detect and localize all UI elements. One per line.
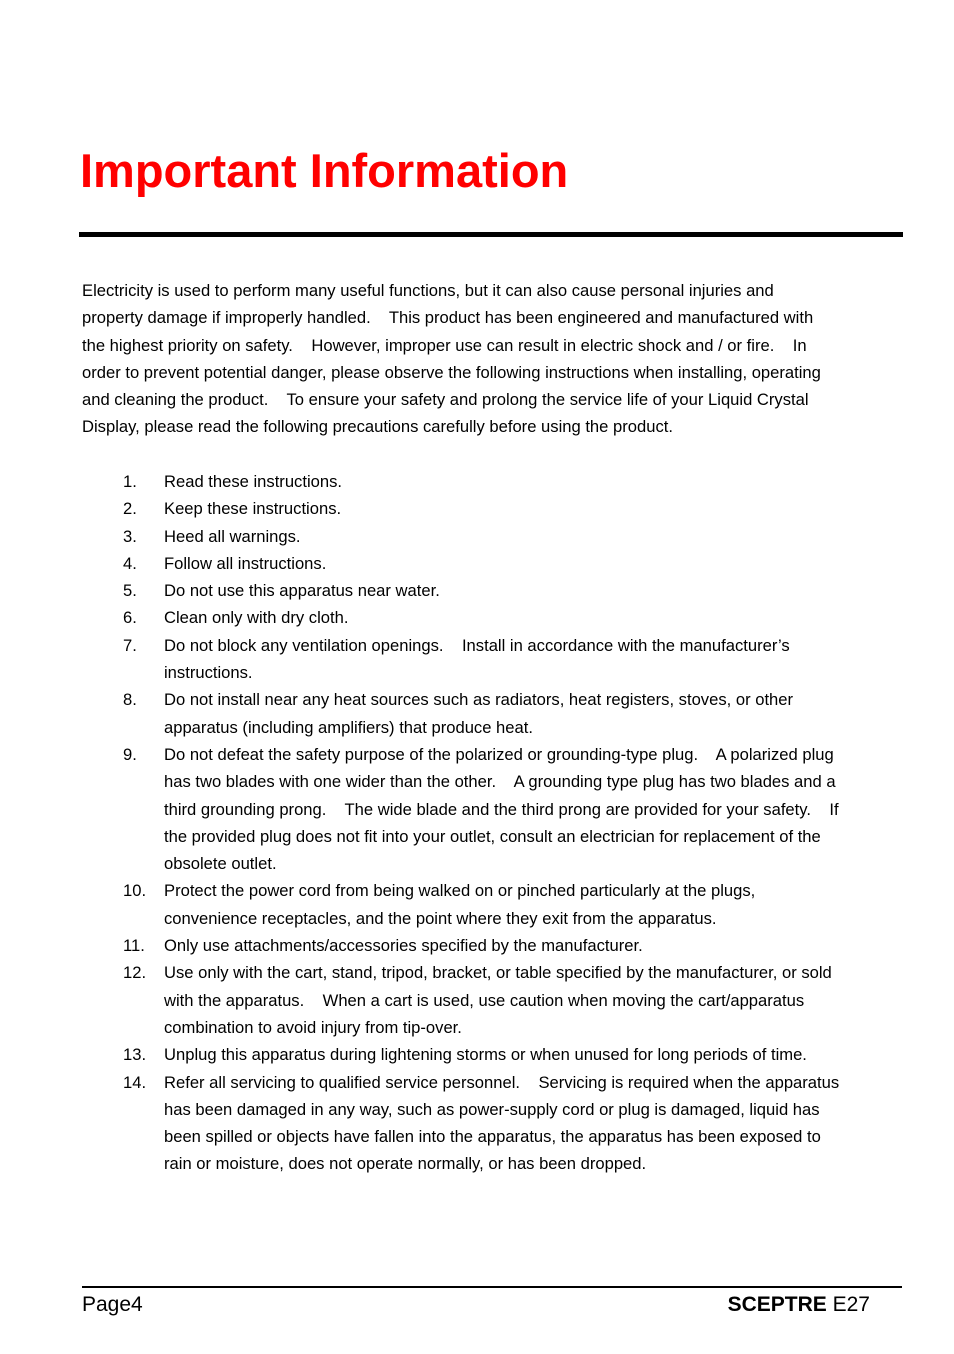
item-text: third grounding prong. The wide blade and the third prong are provided for your safety. If: [164, 799, 839, 819]
item-text: has been damaged in any way, such as power-supply cord or plug is damaged, liquid has: [164, 1099, 820, 1119]
item-number: 11.: [123, 936, 145, 956]
item-number: 9.: [123, 744, 137, 764]
list-item: [82, 741, 902, 877]
list-item: [82, 523, 902, 550]
item-text: instructions.: [164, 663, 253, 683]
list-item: [82, 1069, 902, 1178]
list-item: [82, 468, 902, 495]
item-text: Do not defeat the safety purpose of the polarized or grounding-type plug. A polarized plug: [164, 744, 834, 764]
item-text: with the apparatus. When a cart is used, use caution when moving the cart/apparatus: [164, 990, 805, 1010]
instructions-list: [82, 468, 902, 1178]
intro-line: and cleaning the product. To ensure your safety and prolong the service life of your Liquid Crystal: [82, 390, 809, 410]
item-text: Unplug this apparatus during lightening storms or when unused for long periods of time.: [164, 1045, 807, 1065]
list-item: [82, 686, 902, 741]
page-number: Page4: [82, 1293, 143, 1316]
list-item: [82, 959, 902, 1041]
item-number: 8.: [123, 690, 137, 710]
item-text: Use only with the cart, stand, tripod, bracket, or table specified by the manufacturer, or sold: [164, 963, 832, 983]
list-item: [82, 932, 902, 959]
item-text: rain or moisture, does not operate normally, or has been dropped.: [164, 1154, 647, 1174]
item-number: 5.: [123, 581, 137, 601]
item-number: 10.: [123, 881, 147, 901]
item-number: 2.: [123, 499, 137, 519]
item-text: obsolete outlet.: [164, 854, 277, 874]
item-number: 14.: [123, 1072, 147, 1092]
list-item: [82, 550, 902, 577]
item-text: Do not use this apparatus near water.: [164, 581, 440, 601]
list-item: [82, 877, 902, 932]
intro-line: Display, please read the following precautions carefully before using the product.: [82, 417, 673, 437]
item-text: Clean only with dry cloth.: [164, 608, 349, 628]
item-text: Protect the power cord from being walked on or pinched particularly at the plugs,: [164, 881, 756, 901]
footer-divider: [82, 1286, 902, 1288]
model-name: E27: [832, 1293, 870, 1316]
item-number: 12.: [123, 963, 147, 983]
item-text: apparatus (including amplifiers) that produce heat.: [164, 717, 533, 737]
item-text: has two blades with one wider than the other. A grounding type plug has two blades and a: [164, 772, 836, 792]
item-number: 1.: [123, 472, 137, 491]
item-text: Do not install near any heat sources such as radiators, heat registers, stoves, or other: [164, 690, 794, 710]
brand-name: SCEPTRE: [727, 1293, 827, 1316]
item-number: 6.: [123, 608, 137, 628]
intro-line: order to prevent potential danger, please observe the following instructions when installing, operating: [82, 362, 821, 382]
item-text: Only use attachments/accessories specified by the manufacturer.: [164, 936, 643, 956]
item-text: Keep these instructions.: [164, 499, 342, 519]
page-title: Important Information: [80, 144, 569, 197]
item-text: Heed all warnings.: [164, 526, 301, 546]
list-item: [82, 632, 902, 687]
title-divider: [79, 232, 903, 237]
intro-line: the highest priority on safety. However, improper use can result in electric shock and / or fire. In: [82, 335, 807, 355]
item-text: Read these instructions.: [164, 472, 343, 491]
item-text: Follow all instructions.: [164, 553, 327, 573]
intro-paragraph: [82, 277, 902, 441]
list-item: [82, 495, 902, 522]
item-text: combination to avoid injury from tip-over.: [164, 1017, 462, 1037]
intro-line: property damage if improperly handled. This product has been engineered and manufactured with: [82, 308, 814, 328]
list-item: [82, 604, 902, 631]
item-text: convenience receptacles, and the point where they exit from the apparatus.: [164, 908, 717, 928]
item-number: 13.: [123, 1045, 147, 1065]
list-item: [82, 1041, 902, 1068]
item-text: Do not block any ventilation openings. Install in accordance with the manufacturer’s: [164, 635, 790, 655]
item-number: 3.: [123, 526, 137, 546]
item-text: Refer all servicing to qualified service personnel. Servicing is required when the apparatus: [164, 1072, 840, 1092]
intro-line: Electricity is used to perform many useful functions, but it can also cause personal injuries and: [82, 281, 774, 300]
list-item: [82, 577, 902, 604]
item-text: the provided plug does not fit into your outlet, consult an electrician for replacement of the: [164, 826, 821, 846]
item-text: been spilled or objects have fallen into the apparatus, the apparatus has been exposed to: [164, 1127, 821, 1147]
footer-product: [728, 1291, 870, 1319]
item-number: 4.: [123, 553, 137, 573]
item-number: 7.: [123, 635, 137, 655]
